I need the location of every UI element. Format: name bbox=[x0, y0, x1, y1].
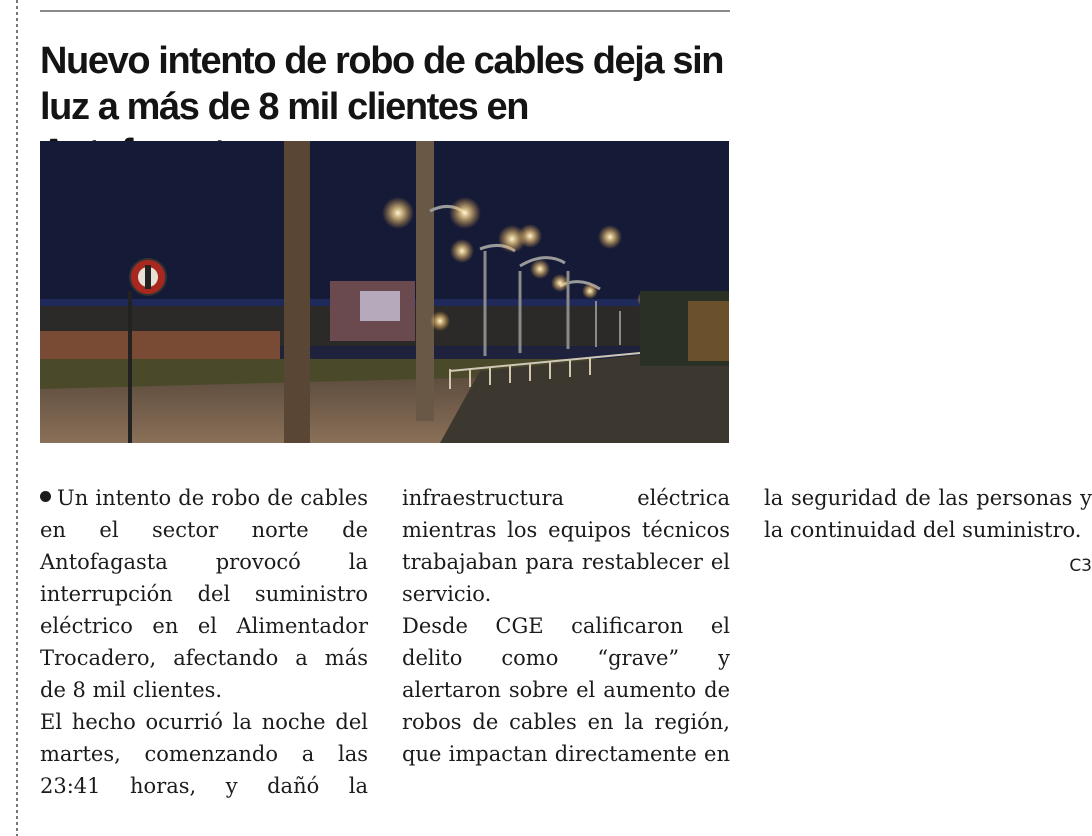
no-entry-road-sign-icon bbox=[130, 259, 166, 295]
end-mark: C3 bbox=[1069, 556, 1092, 576]
paragraph-text: Desde CGE calificaron el delito como “grave” y alertaron sobre el aumento de robos de cables en la región, que impactan directamente en la seguridad de las personas y la continuidad del suministro. bbox=[402, 486, 1092, 766]
paragraph-text: Un intento de robo de cables en el sector norte de Antofagasta provocó la interrupción del suministro eléctrico en el Alimentador Trocadero, afectando a más de 8 mil clientes. bbox=[40, 486, 368, 702]
article-body bbox=[40, 482, 1092, 822]
body-paragraph: El hecho ocurrió la noche del martes, comenzando a las 23:41 horas, y dañó la infraestructura eléctrica mientras los equipos técnicos trabajaban para restablecer el servicio. bbox=[40, 486, 730, 798]
top-rule bbox=[40, 10, 730, 12]
bullet-icon bbox=[40, 491, 51, 502]
column-rule bbox=[16, 0, 18, 836]
article-photo bbox=[40, 141, 729, 443]
headline: Nuevo intento de robo de cables deja sin luz a más de 8 mil clientes en bbox=[40, 40, 724, 128]
lead-paragraph bbox=[40, 482, 368, 706]
